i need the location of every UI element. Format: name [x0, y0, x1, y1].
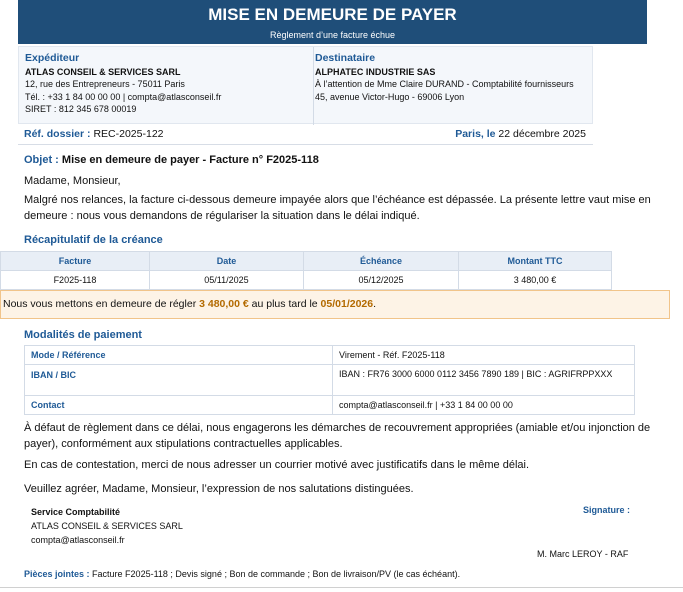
- dossier-ref-value: REC-2025-122: [93, 128, 164, 140]
- demand-date: 05/01/2026: [320, 298, 374, 310]
- letter-date: 22 décembre 2025: [498, 128, 586, 140]
- object-line: [24, 152, 664, 168]
- payment-table: [24, 345, 635, 415]
- signature-company: ATLAS CONSEIL & SERVICES SARL: [31, 521, 183, 531]
- parties-block: [18, 46, 593, 124]
- sender-heading: Expéditeur: [25, 52, 80, 64]
- recipient-attention: À l’attention de Mme Claire DURAND - Comptabilité fournisseurs: [315, 79, 574, 89]
- payment-value-iban: IBAN : FR76 3000 6000 0112 3456 7890 189 | BIC : AGRIFRPPXXX: [333, 365, 635, 396]
- sender-block: [25, 52, 305, 116]
- closing-paragraph: Veuillez agréer, Madame, Monsieur, l’expression de nos salutations distinguées.: [24, 483, 414, 495]
- object-label: Objet :: [24, 154, 59, 166]
- page-bottom-border: [0, 587, 683, 588]
- recap-title: Récapitulatif de la créance: [24, 234, 163, 246]
- attachments-value: Facture F2025-118 ; Devis signé ; Bon de commande ; Bon de livraison/PV (le cas échéant).: [92, 569, 461, 579]
- sender-address: 12, rue des Entrepreneurs - 75011 Paris: [25, 79, 185, 89]
- recipient-address: 45, avenue Victor-Hugo - 69006 Lyon: [315, 91, 465, 102]
- attachments-label: Pièces jointes :: [24, 569, 90, 579]
- demand-amount: 3 480,00 €: [199, 298, 249, 310]
- table-row: [25, 365, 635, 396]
- signature-block: [31, 505, 183, 547]
- divider: [18, 144, 593, 145]
- payment-label-mode: Mode / Référence: [25, 346, 333, 365]
- payment-title: Modalités de paiement: [24, 329, 142, 341]
- recap-table: [0, 251, 612, 290]
- signature-service: Service Comptabilité: [31, 507, 121, 517]
- demand-middle: au plus tard le: [248, 298, 321, 310]
- default-paragraph[interactable]: À défaut de règlement dans ce délai, nous engagerons les démarches de recouvrement appropriées (amiable et/ou injonction de payer), conformément aux stipulations contractuelles applicables.: [24, 422, 651, 450]
- payment-label-iban: IBAN / BIC: [25, 365, 333, 396]
- demand-prefix: Nous vous mettons en demeure de régler: [3, 298, 200, 310]
- recap-cell-date: 05/11/2025: [150, 271, 304, 290]
- recap-header-due: Échéance: [304, 252, 459, 271]
- document-subtitle: Règlement d’une facture échue: [269, 30, 396, 40]
- recipient-name: ALPHATEC INDUSTRIE SAS: [315, 66, 436, 77]
- recap-header-invoice: Facture: [1, 252, 150, 271]
- sender-phone-email: Tél. : +33 1 84 00 00 00 | compta@atlasconseil.fr: [25, 91, 222, 102]
- document-title: MISE EN DEMEURE DE PAYER: [208, 5, 457, 24]
- recap-header-amount: Montant TTC: [459, 252, 612, 271]
- place-date: [455, 128, 586, 141]
- sender-siret: SIRET : 812 345 678 00019: [25, 104, 137, 114]
- table-row: [25, 396, 635, 415]
- demand-suffix: .: [373, 298, 377, 310]
- recap-cell-invoice: F2025-118: [1, 271, 150, 290]
- recipient-heading: Destinataire: [315, 52, 376, 64]
- place-label: Paris, le: [455, 128, 496, 140]
- attachments-line: [24, 569, 460, 579]
- signer-name: M. Marc LEROY - RAF: [537, 549, 629, 559]
- recap-header-row: [1, 252, 612, 271]
- recipient-block: [313, 47, 588, 125]
- table-row: [1, 271, 612, 290]
- recap-cell-due: 05/12/2025: [304, 271, 459, 290]
- object-text: Mise en demeure de payer - Facture n° F2025-118: [61, 154, 319, 166]
- intro-paragraph: Malgré nos relances, la facture ci-dessous demeure impayée alors que l’échéance est dépassée. La présente lettre vaut mise en demeure : nous vous demandons de régulariser la situation dans le délai indiqué.: [24, 194, 651, 222]
- payment-value-mode: Virement - Réf. F2025-118: [333, 346, 635, 365]
- payment-label-contact: Contact: [25, 396, 333, 415]
- dossier-line: [24, 128, 586, 141]
- recap-header-date: Date: [150, 252, 304, 271]
- title-band: [18, 0, 647, 44]
- greeting: Madame, Monsieur,: [24, 175, 121, 187]
- payment-value-contact: compta@atlasconseil.fr | +33 1 84 00 00 00: [333, 396, 635, 415]
- demand-banner: [0, 290, 670, 319]
- table-row: [25, 346, 635, 365]
- recap-cell-amount: 3 480,00 €: [459, 271, 612, 290]
- dossier-ref-label: Réf. dossier :: [24, 128, 91, 140]
- contestation-paragraph: En cas de contestation, merci de nous adresser un courrier motivé avec justificatifs dans le même délai.: [24, 459, 530, 471]
- signature-label: Signature :: [583, 505, 631, 515]
- sender-name: ATLAS CONSEIL & SERVICES SARL: [25, 66, 181, 77]
- signature-email: compta@atlasconseil.fr: [31, 535, 125, 545]
